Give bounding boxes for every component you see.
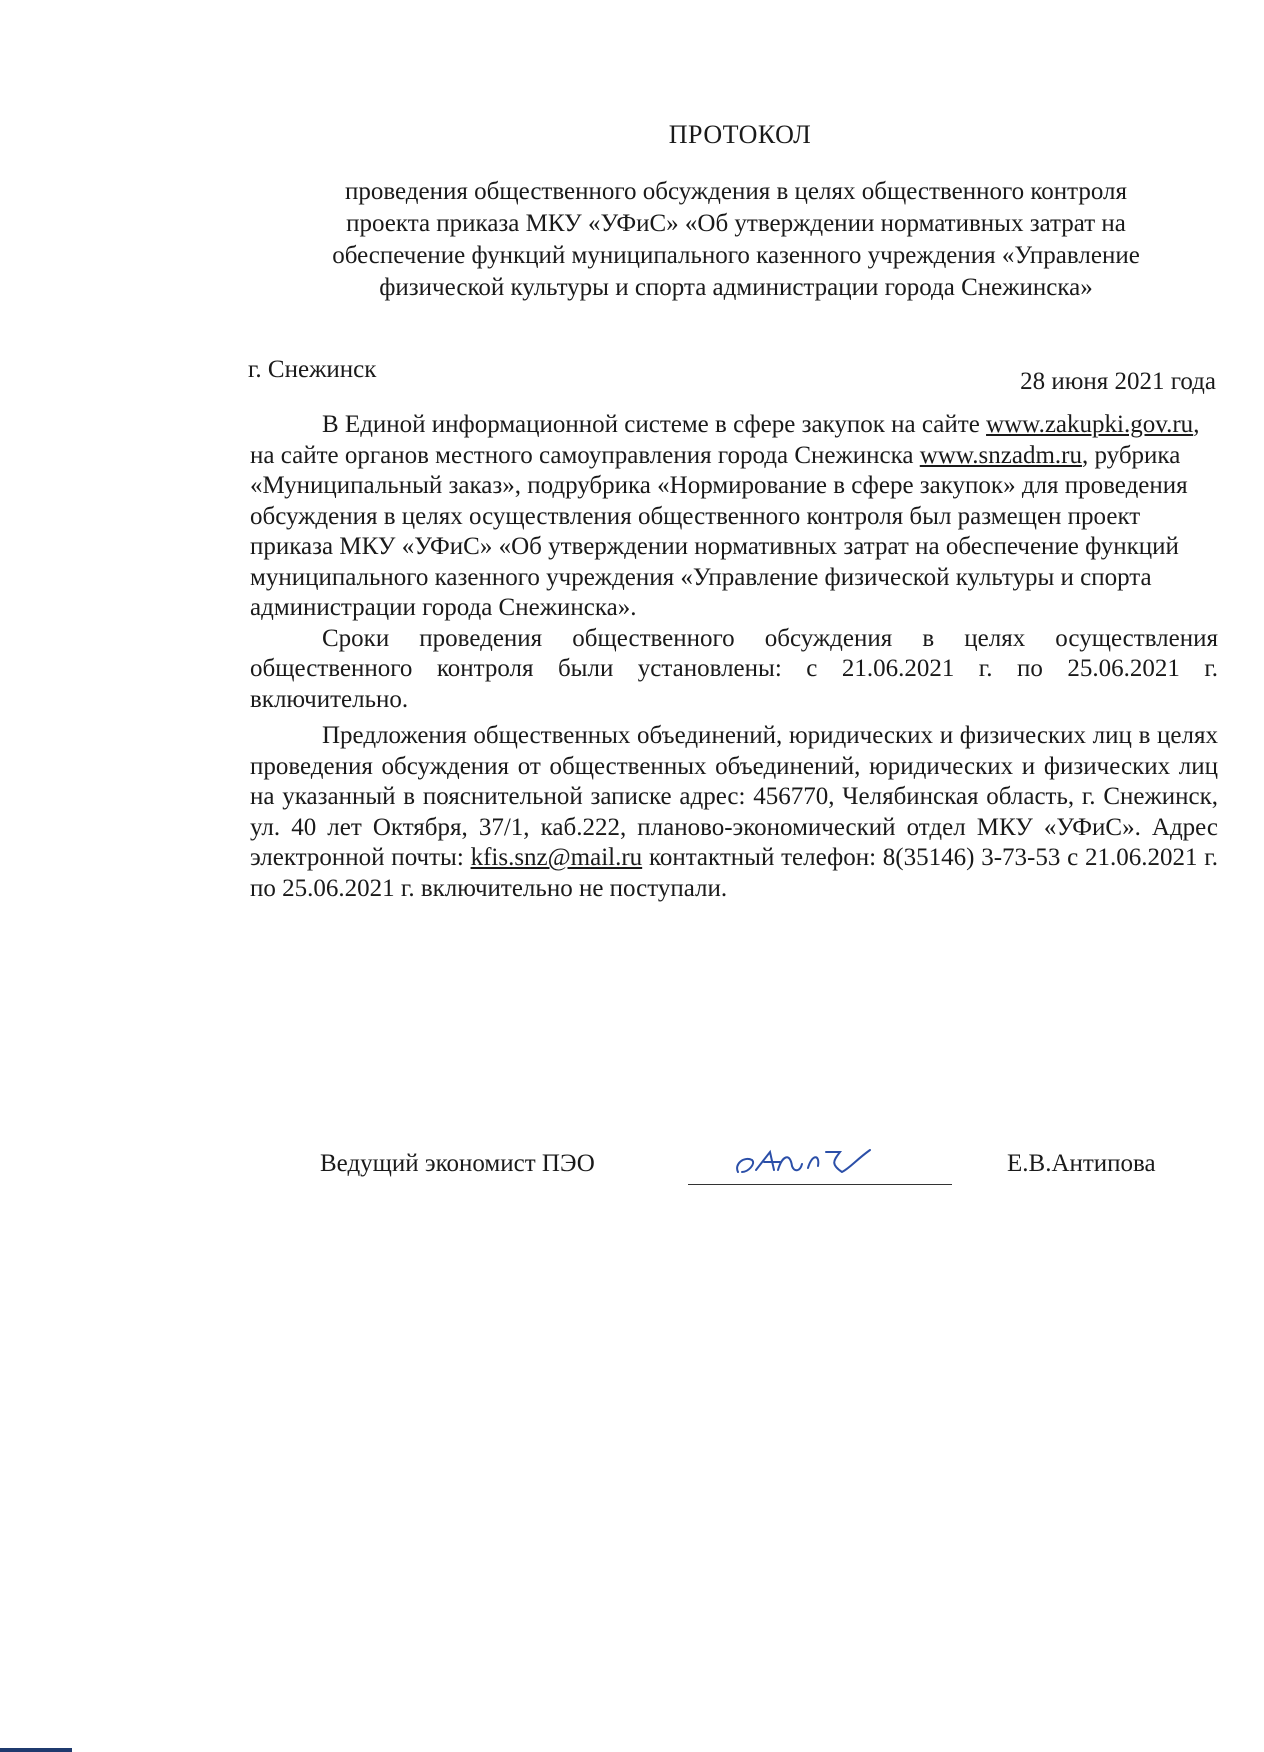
scan-edge-mark xyxy=(0,1748,72,1752)
paragraph-text: , на сайте органов местного самоуправления города Снежинска xyxy=(250,411,1200,469)
handwritten-signature xyxy=(730,1142,890,1186)
subtitle-line: проведения общественного обсуждения в целях общественного контроля xyxy=(345,178,1127,205)
subtitle-line: физической культуры и спорта администрации города Снежинска» xyxy=(379,274,1093,301)
paragraph-terms: Сроки проведения общественного обсуждения в целях осуществления общественного контроля были установлены: с 21.06.2021 г. по 25.06.2021 г. включительно. xyxy=(250,624,1218,713)
paragraph-publication xyxy=(250,410,1218,624)
paragraph-proposals xyxy=(250,721,1218,904)
paragraph-text: Предложения общественных объединений, юридических и физических лиц в целях проведения обсуждения от общественных объединений, юридических и физических лиц на указанный в пояснительной записке адрес: 456770, Челябинская область, г. Снежинск, ул. 40 лет Октября, 37/1, каб.222, планово-экономический отдел МКУ «УФиС». Адрес электронной почты: xyxy=(250,722,1218,871)
document-city: г. Снежинск xyxy=(248,356,377,383)
document-title: ПРОТОКОЛ xyxy=(668,120,812,149)
document-date: 28 июня 2021 года xyxy=(1020,368,1216,395)
signatory-position: Ведущий экономист ПЭО xyxy=(320,1150,595,1177)
document-body xyxy=(250,410,1218,904)
paragraph-text: контактный телефон: 8(35146) 3-73-53 с 21.06.2021 г. по 25.06.2021 г. включительно не поступали. xyxy=(250,844,1218,902)
email-link[interactable]: kfis.snz@mail.ru xyxy=(470,844,643,871)
document-subtitle xyxy=(256,176,1216,304)
signature-row xyxy=(0,1150,1264,1210)
signatory-name: Е.В.Антипова xyxy=(1007,1150,1156,1177)
signature-line xyxy=(688,1184,952,1185)
subtitle-line: проекта приказа МКУ «УФиС» «Об утверждении нормативных затрат на xyxy=(346,210,1126,237)
paragraph-text: В Единой информационной системе в сфере закупок на сайте xyxy=(322,411,987,438)
snzadm-link[interactable]: www.snzadm.ru xyxy=(919,441,1082,469)
zakupki-link[interactable]: www.zakupki.gov.ru xyxy=(986,411,1194,438)
place-date-row xyxy=(248,356,1216,396)
subtitle-line: обеспечение функций муниципального казенного учреждения «Управление xyxy=(332,242,1140,269)
paragraph-text: , рубрика «Муниципальный заказ», подрубрика «Нормирование в сфере закупок» для проведения обсуждения в целях осуществления общественного контроля был размещен проект приказа МКУ «УФиС» «Об утверждении нормативных затрат на обеспечение функций муниципального казенного учреждения «Управление физической культуры и спорта администрации города Снежинска». xyxy=(250,441,1188,621)
